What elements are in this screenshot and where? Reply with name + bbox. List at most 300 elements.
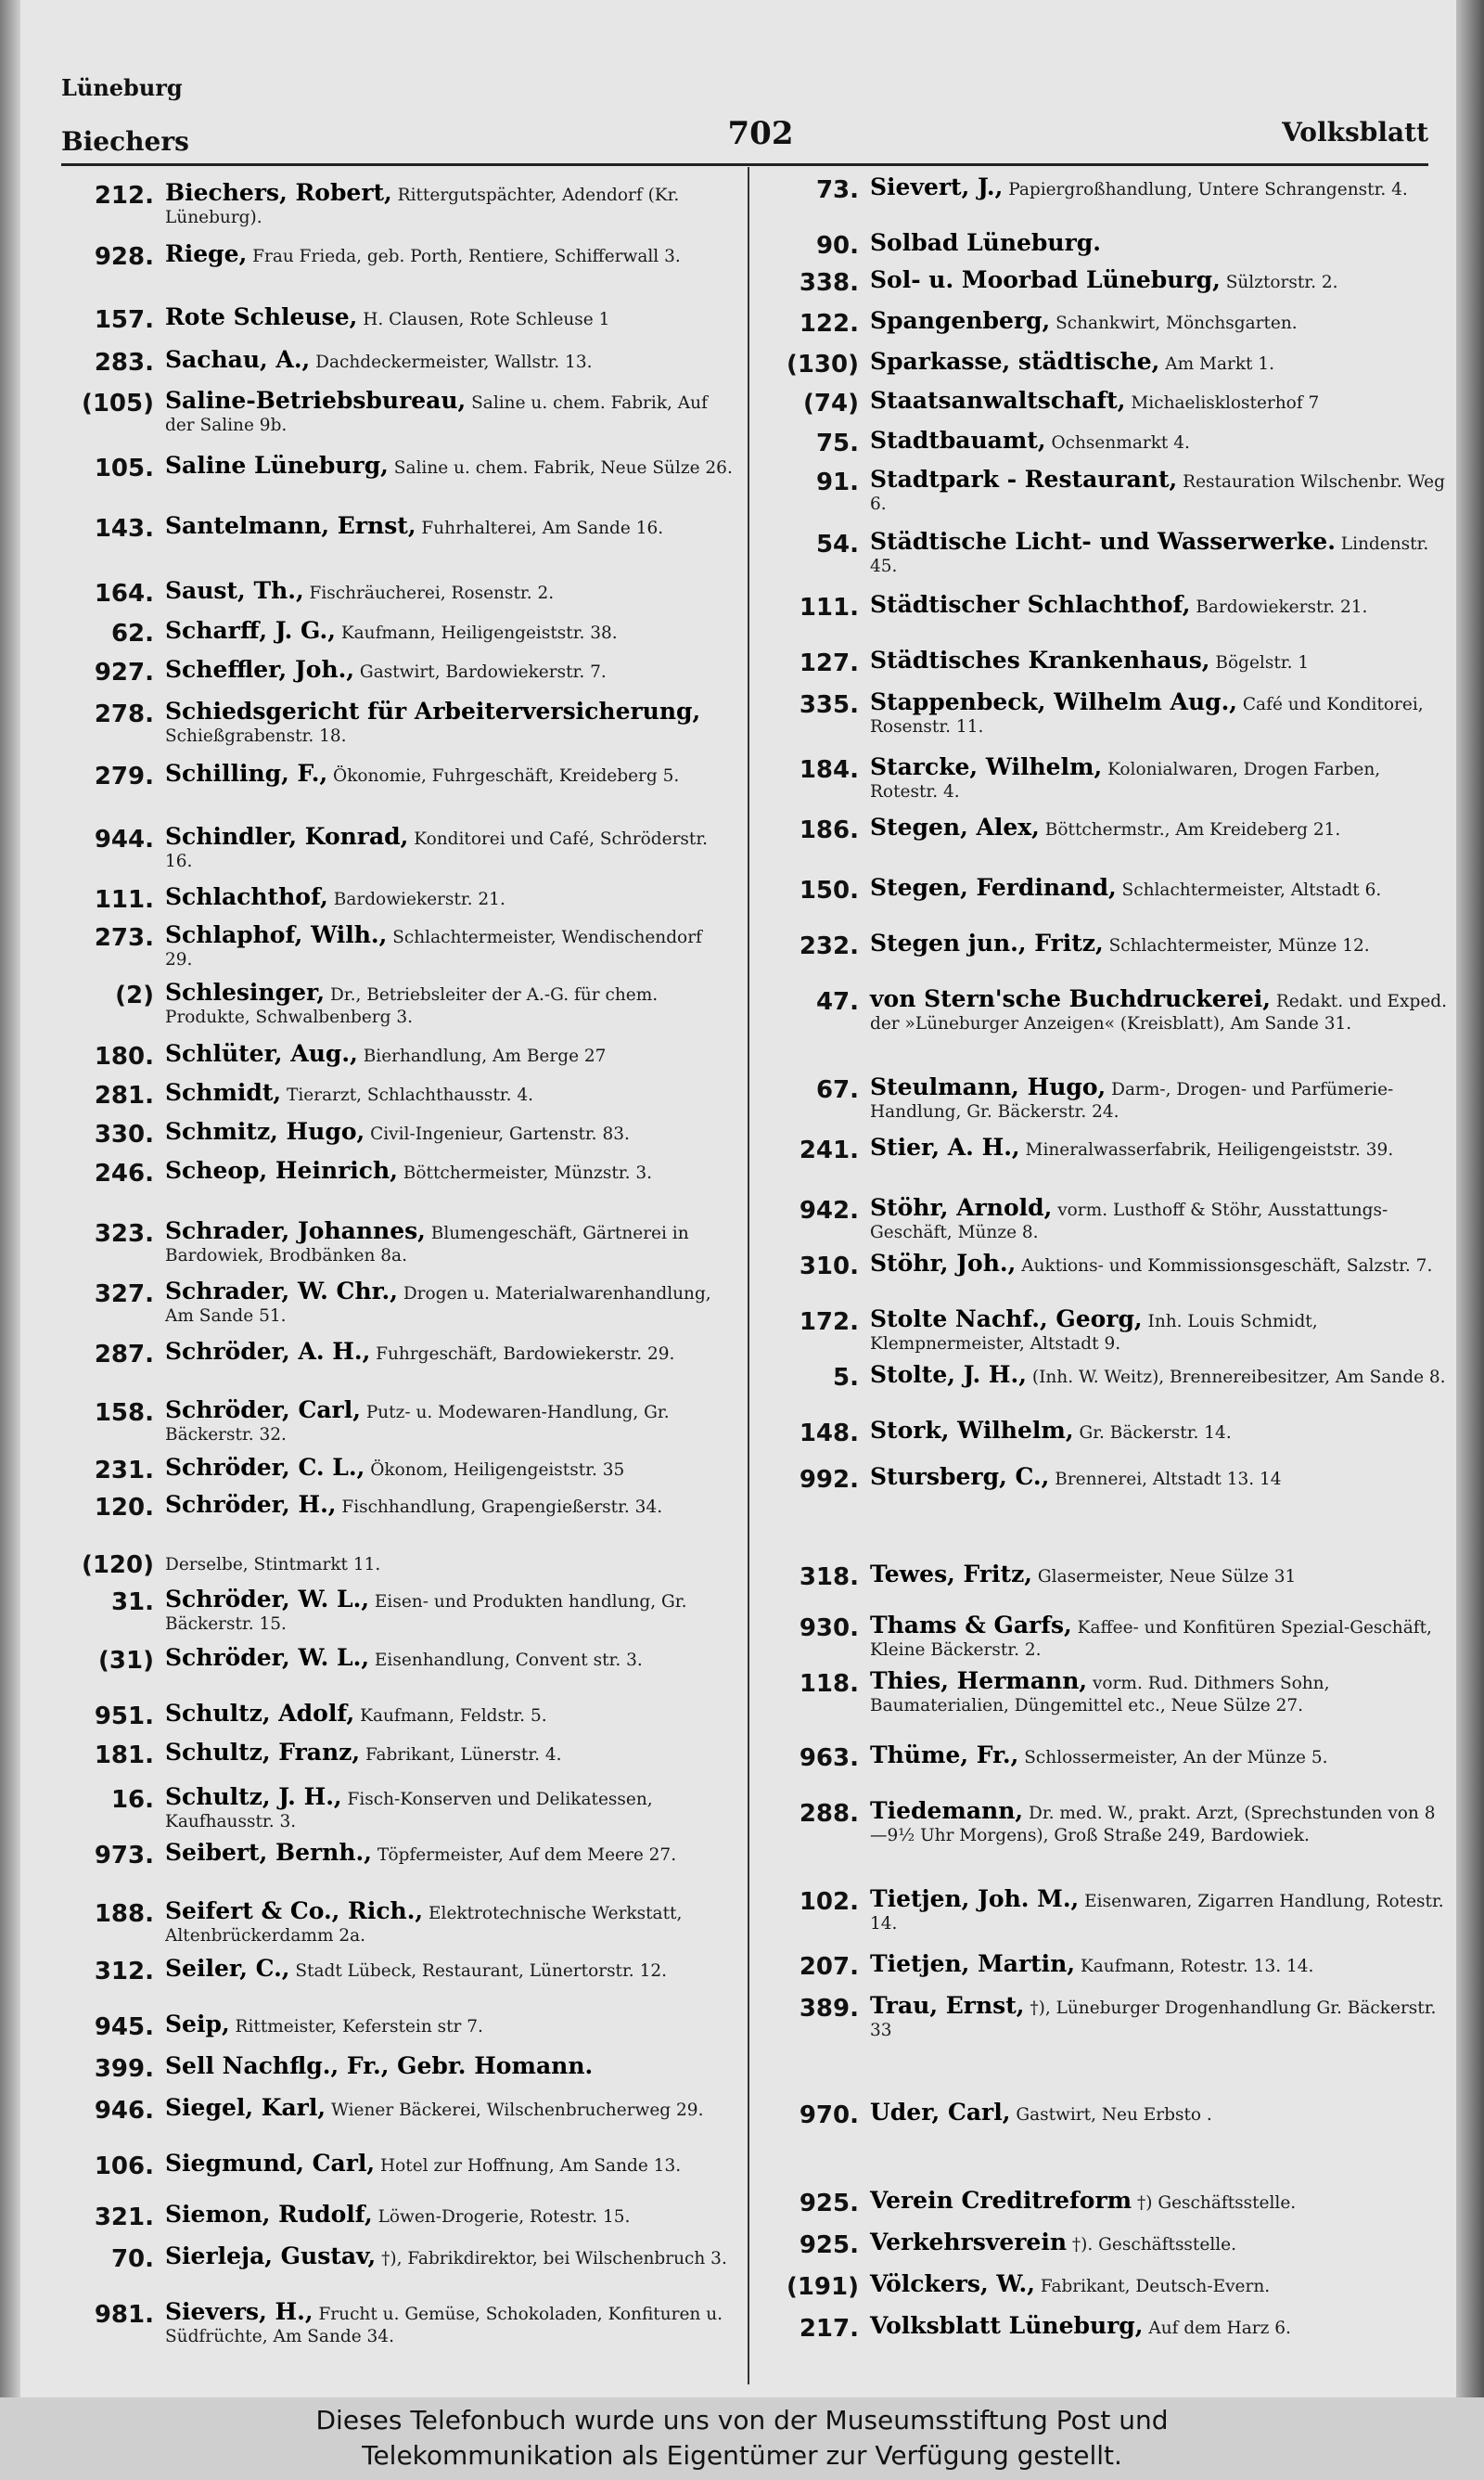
header-right-catchword: Volksblatt: [1282, 117, 1428, 148]
entry-text: [870, 1614, 1447, 1662]
subscriber-name: Stier, A. H.,: [870, 1134, 1020, 1161]
entry-text: [870, 2101, 1447, 2127]
subscriber-name: Volksblatt Lüneburg,: [870, 2312, 1144, 2339]
subscriber-name: Solbad Lüneburg.: [870, 229, 1101, 256]
entry-text: [870, 1563, 1447, 1588]
subscriber-name: Stork, Wilhelm,: [870, 1417, 1074, 1444]
entry-text: [870, 1667, 1447, 1717]
subscriber-name: Stadtbauamt,: [870, 427, 1046, 454]
subscriber-details: Frau Frieda, geb. Porth, Rentiere, Schifferwall 3.: [252, 247, 681, 266]
subscriber-name: Sievert, J.,: [870, 173, 1004, 200]
subscriber-name: Schlachthof,: [165, 883, 328, 910]
subscriber-details: Fabrikant, Lünerstr. 4.: [365, 1745, 562, 1765]
column-divider: [748, 167, 749, 2384]
phone-number: 5.: [833, 1364, 859, 1392]
subscriber-details: Dr. med. W., prakt. Arzt, (Sprechstunden von 8—9½ Uhr Morgens), Groß Straße 249, Bardowiek.: [870, 1804, 1436, 1845]
entry-text: [165, 823, 733, 873]
subscriber-name: Stadtpark - Restaurant,: [870, 466, 1178, 493]
subscriber-details: Schlossermeister, An der Münze 5.: [1024, 1748, 1328, 1767]
subscriber-details: Schankwirt, Mönchsgarten.: [1055, 314, 1298, 333]
entry-text: [870, 1134, 1447, 1162]
entry-text: [165, 617, 733, 645]
entry-text: [165, 1783, 733, 1833]
phone-number: 150.: [799, 877, 859, 905]
entry-text: [165, 1839, 733, 1867]
subscriber-details: Schlachtermeister, Münze 12.: [1108, 936, 1370, 956]
entry-text: [870, 1950, 1447, 1978]
subscriber-name: Städtische Licht- und Wasserwerke.: [870, 528, 1336, 555]
subscriber-name: Tietjen, Martin,: [870, 1950, 1076, 1977]
subscriber-details: Darm-, Drogen- und Parfümerie-Handlung, Gr. Bäckerstr. 24.: [870, 1080, 1394, 1122]
phone-number: 102.: [799, 1888, 859, 1916]
subscriber-details: Auktions- und Kommissionsgeschäft, Salzstr. 7.: [1021, 1256, 1433, 1276]
subscriber-details: Böttchermeister, Münzstr. 3.: [403, 1163, 652, 1183]
entry-text: [870, 1417, 1447, 1445]
entry-text: [870, 1741, 1447, 1769]
phone-number: 973.: [94, 1842, 154, 1870]
phone-number: 118.: [799, 1670, 859, 1698]
phone-number: 47.: [815, 988, 859, 1016]
subscriber-name: Schrader, Johannes,: [165, 1217, 426, 1244]
phone-number: 122.: [799, 310, 859, 338]
phone-number: 16.: [110, 1786, 154, 1814]
subscriber-name: Schultz, J. H.,: [165, 1783, 342, 1810]
entry-text: [870, 1305, 1447, 1356]
subscriber-name: Sierleja, Gustav,: [165, 2242, 377, 2269]
subscriber-name: Schröder, W. L.,: [165, 1586, 370, 1613]
subscriber-name: Santelmann, Ernst,: [165, 512, 416, 539]
entry-text: [165, 2201, 733, 2229]
phone-number: 105.: [94, 455, 154, 482]
phone-number: 279.: [94, 763, 154, 790]
entry-text: [165, 2298, 733, 2348]
phone-number: 321.: [94, 2204, 154, 2231]
entry-text: [870, 1797, 1447, 1847]
phone-number: 67.: [815, 1076, 859, 1104]
entry-text: [870, 649, 1447, 675]
header-city: Lüneburg: [61, 74, 183, 101]
footer-line-1: Dieses Telefonbuch wurde uns von der Museumsstiftung Post und: [315, 2405, 1169, 2435]
entry-text: [165, 760, 733, 788]
entry-text: [870, 1250, 1447, 1278]
subscriber-details: Blumengeschäft, Gärtnerei in Bardowiek, Brodbänken 8a.: [165, 1224, 689, 1266]
subscriber-details: Kaufmann, Feldstr. 5.: [360, 1706, 547, 1726]
entry-text: [165, 1897, 733, 1947]
subscriber-name: Stappenbeck, Wilhelm Aug.,: [870, 688, 1238, 715]
entry-text: [870, 229, 1447, 257]
phone-number: 164.: [94, 580, 154, 608]
subscriber-details: Ökonom, Heiligengeiststr. 35: [370, 1460, 625, 1480]
phone-number: 231.: [94, 1457, 154, 1484]
subscriber-name: Schilling, F.,: [165, 760, 328, 787]
subscriber-name: Sell Nachflg., Fr., Gebr. Homann.: [165, 2052, 594, 2079]
entry-text: [870, 466, 1447, 516]
phone-number: 338.: [799, 269, 859, 297]
subscriber-name: Schlaphof, Wilh.,: [165, 921, 388, 948]
subscriber-details: Dr., Betriebsleiter der A.-G. für chem. Produkte, Schwalbenberg 3.: [165, 985, 659, 1027]
phone-number: 172.: [799, 1308, 859, 1336]
subscriber-details: Schlachtermeister, Altstadt 6.: [1121, 880, 1382, 900]
page-edge-left: [0, 0, 20, 2397]
phone-number: 90.: [815, 232, 859, 260]
subscriber-details: Saline u. chem. Fabrik, Neue Sülze 26.: [393, 458, 733, 478]
subscriber-name: Schmidt,: [165, 1079, 282, 1106]
subscriber-name: Schlesinger,: [165, 979, 326, 1006]
phone-number: 188.: [94, 1900, 154, 1928]
copyright-footer: [0, 2397, 1484, 2480]
subscriber-name: Biechers, Robert,: [165, 179, 392, 206]
subscriber-name: Stegen jun., Fritz,: [870, 930, 1104, 957]
phone-number: 981.: [94, 2301, 154, 2329]
phone-number: 62.: [110, 620, 154, 648]
subscriber-details: Lindenstr. 45.: [870, 534, 1429, 576]
entry-text: [165, 387, 733, 437]
phone-number: 288.: [799, 1800, 859, 1828]
phone-number: 106.: [94, 2152, 154, 2180]
subscriber-details: Saline u. chem. Fabrik, Auf der Saline 9b.: [165, 393, 708, 435]
entry-text: [870, 1463, 1447, 1491]
header-rule: [61, 163, 1428, 166]
subscriber-details: Eisenwaren, Zigarren Handlung, Rotestr. 14.: [870, 1892, 1444, 1934]
subscriber-details: Ökonomie, Fuhrgeschäft, Kreideberg 5.: [333, 766, 680, 786]
entry-text: [165, 656, 733, 684]
subscriber-details: Dachdeckermeister, Wallstr. 13.: [315, 353, 593, 372]
entry-text: [165, 1280, 733, 1328]
entry-text: [165, 1955, 733, 1983]
subscriber-details: Gastwirt, Neu Erbsto .: [1016, 2105, 1212, 2125]
phone-number: 283.: [94, 349, 154, 377]
entry-text: [165, 2052, 733, 2080]
phone-number: 273.: [94, 924, 154, 952]
phone-number: 54.: [815, 531, 859, 559]
subscriber-name: Riege,: [165, 240, 248, 267]
subscriber-name: Siemon, Rudolf,: [165, 2201, 373, 2228]
subscriber-name: Städtischer Schlachthof,: [870, 591, 1191, 618]
subscriber-name: Schlüter, Aug.,: [165, 1040, 358, 1067]
phone-number: 389.: [799, 1995, 859, 2023]
entry-text: [870, 1992, 1447, 2042]
subscriber-details: H. Clausen, Rote Schleuse 1: [363, 310, 610, 329]
entry-text: [870, 307, 1447, 335]
page-number: 702: [727, 115, 794, 152]
phone-number: 181.: [94, 1741, 154, 1769]
subscriber-name: Thüme, Fr.,: [870, 1741, 1019, 1768]
subscriber-name: Saust, Th.,: [165, 577, 304, 604]
subscriber-details: Mineralwasserfabrik, Heiligengeiststr. 39.: [1025, 1140, 1394, 1160]
subscriber-details: Brennerei, Altstadt 13. 14: [1055, 1470, 1282, 1489]
entry-text: [165, 1588, 733, 1636]
entry-text: [165, 700, 733, 748]
subscriber-details: Rittmeister, Keferstein str 7.: [235, 2017, 483, 2037]
subscriber-details: vorm. Rud. Dithmers Sohn, Baumaterialien, Düngemittel etc., Neue Sülze 27.: [870, 1674, 1330, 1715]
subscriber-details: Putz- u. Modewaren-Handlung, Gr. Bäckerstr. 32.: [165, 1403, 670, 1445]
phone-number: 946.: [94, 2097, 154, 2125]
subscriber-details: Gastwirt, Bardowiekerstr. 7.: [359, 662, 607, 682]
phone-number: (105): [81, 390, 154, 418]
subscriber-name: Stöhr, Arnold,: [870, 1194, 1053, 1221]
subscriber-details: Bierhandlung, Am Berge 27: [363, 1047, 607, 1066]
subscriber-details: Restauration Wilschenbr. Weg 6.: [870, 472, 1445, 514]
subscriber-details: Eisenhandlung, Convent str. 3.: [374, 1651, 643, 1670]
entry-text: [165, 1217, 733, 1267]
phone-number: (120): [81, 1551, 154, 1579]
subscriber-details: Café und Konditorei, Rosenstr. 11.: [870, 695, 1424, 737]
phone-number: 992.: [799, 1466, 859, 1494]
subscriber-name: Stöhr, Joh.,: [870, 1250, 1017, 1277]
entry-text: [165, 2013, 733, 2038]
entry-text: [165, 979, 733, 1029]
subscriber-details: Gr. Bäckerstr. 14.: [1079, 1423, 1232, 1443]
entry-text: [870, 173, 1447, 201]
entry-text: [165, 1338, 733, 1366]
phone-number: 241.: [799, 1137, 859, 1164]
subscriber-details: Bögelstr. 1: [1215, 653, 1310, 673]
phone-number: 945.: [94, 2013, 154, 2041]
subscriber-name: Schindler, Konrad,: [165, 823, 409, 850]
phone-number: (74): [803, 390, 859, 418]
phone-number: 111.: [94, 886, 154, 914]
subscriber-details: Tierarzt, Schlachthausstr. 4.: [287, 1086, 534, 1105]
subscriber-name: Scheop, Heinrich,: [165, 1157, 398, 1184]
subscriber-details: Ochsenmarkt 4.: [1051, 433, 1190, 453]
subscriber-name: Sol- u. Moorbad Lüneburg,: [870, 266, 1221, 293]
subscriber-name: Trau, Ernst,: [870, 1992, 1025, 2019]
phone-number: 944.: [94, 826, 154, 854]
subscriber-details: †). Geschäftsstelle.: [1071, 2235, 1236, 2255]
entry-text: [165, 1040, 733, 1068]
subscriber-name: Siegel, Karl,: [165, 2094, 326, 2121]
entry-text: [165, 1551, 733, 1576]
phone-number: 318.: [799, 1563, 859, 1591]
entry-text: [870, 2187, 1447, 2215]
phone-number: 127.: [799, 649, 859, 677]
phone-number: 951.: [94, 1703, 154, 1730]
subscriber-name: Städtisches Krankenhaus,: [870, 647, 1210, 674]
entry-text: [870, 932, 1447, 957]
entry-text: [165, 1700, 733, 1728]
subscriber-details: Schlachtermeister, Wendischendorf 29.: [165, 928, 702, 970]
phone-number: 157.: [94, 306, 154, 334]
phone-number: 287.: [94, 1341, 154, 1368]
subscriber-name: Thies, Hermann,: [870, 1667, 1088, 1694]
phone-number: 70.: [110, 2245, 154, 2273]
phone-number: 970.: [799, 2101, 859, 2129]
entry-text: [870, 2270, 1447, 2298]
subscriber-name: Sievers, H.,: [165, 2298, 313, 2325]
phone-number: 186.: [799, 816, 859, 844]
phone-number: 217.: [799, 2315, 859, 2343]
phone-number: 930.: [799, 1614, 859, 1642]
subscriber-details: †) Geschäftsstelle.: [1136, 2193, 1297, 2213]
subscriber-name: Saline-Betriebsbureau,: [165, 387, 467, 414]
entry-text: [870, 348, 1447, 376]
subscriber-details: Töpfermeister, Auf dem Meere 27.: [377, 1845, 677, 1865]
subscriber-details: Fischhandlung, Grapengießerstr. 34.: [341, 1497, 663, 1517]
subscriber-name: Seibert, Bernh.,: [165, 1839, 372, 1866]
entry-text: [870, 2231, 1447, 2256]
subscriber-name: Tiedemann,: [870, 1797, 1024, 1824]
subscriber-details: Michaelisklosterhof 7: [1131, 393, 1320, 413]
subscriber-details: Kaffee- und Konfitüren Spezial-Geschäft, Kleine Bäckerstr. 2.: [870, 1618, 1432, 1660]
subscriber-details: †), Fabrikdirektor, bei Wilschenbruch 3.: [381, 2249, 727, 2268]
subscriber-name: Scheffler, Joh.,: [165, 656, 355, 683]
entry-text: [870, 2312, 1447, 2340]
subscriber-details: vorm. Lusthoff & Stöhr, Ausstattungs-Geschäft, Münze 8.: [870, 1201, 1388, 1242]
subscriber-details: Civil-Ingenieur, Gartenstr. 83.: [370, 1124, 630, 1144]
subscriber-details: Fuhrhalterei, Am Sande 16.: [421, 519, 664, 538]
subscriber-name: Spangenberg,: [870, 307, 1051, 334]
phone-number: 143.: [94, 515, 154, 543]
entry-text: [870, 266, 1447, 294]
page-edge-right: [1456, 0, 1484, 2397]
subscriber-details: Schießgrabenstr. 18.: [165, 726, 347, 746]
subscriber-name: Stolte, J. H.,: [870, 1361, 1027, 1388]
phone-number: 212.: [94, 182, 154, 210]
entry-text: [870, 753, 1447, 803]
subscriber-name: Schmitz, Hugo,: [165, 1118, 365, 1145]
phone-number: 925.: [799, 2190, 859, 2217]
entry-text: [870, 1073, 1447, 1124]
subscriber-name: Staatsanwaltschaft,: [870, 387, 1126, 414]
subscriber-name: Tewes, Fritz,: [870, 1561, 1032, 1587]
subscriber-details: Am Markt 1.: [1165, 354, 1274, 374]
subscriber-details: Konditorei und Café, Schröderstr. 16.: [165, 829, 709, 871]
subscriber-name: Seip,: [165, 2011, 230, 2037]
phone-number: 281.: [94, 1082, 154, 1110]
subscriber-details: †), Lüneburger Drogenhandlung Gr. Bäckerstr. 33: [870, 1998, 1437, 2040]
subscriber-name: Stegen, Ferdinand,: [870, 874, 1117, 901]
entry-text: [870, 1194, 1447, 1244]
subscriber-details: Bardowiekerstr. 21.: [333, 890, 505, 909]
subscriber-details: Papiergroßhandlung, Untere Schrangenstr. 4.: [1008, 180, 1408, 199]
phone-number: 91.: [815, 469, 859, 496]
entry-text: [165, 1118, 733, 1146]
subscriber-details: Fabrikant, Deutsch-Evern.: [1040, 2277, 1271, 2296]
header-left-catchword: Biechers: [61, 126, 189, 157]
subscriber-details: Stadt Lübeck, Restaurant, Lünertorstr. 12.: [295, 1961, 667, 1981]
subscriber-details: Elektrotechnische Werkstatt, Altenbrückerdamm 2a.: [165, 1904, 683, 1946]
phone-number: 31.: [110, 1588, 154, 1616]
subscriber-name: Stegen, Alex,: [870, 814, 1040, 841]
subscriber-details: Fischräucherei, Rosenstr. 2.: [309, 584, 555, 603]
subscriber-name: Steulmann, Hugo,: [870, 1073, 1107, 1100]
entry-text: [165, 1491, 733, 1519]
phone-number: 330.: [94, 1121, 154, 1149]
entry-text: [870, 1885, 1447, 1935]
phone-number: 207.: [799, 1953, 859, 1981]
subscriber-name: Starcke, Wilhelm,: [870, 753, 1103, 780]
subscriber-details: Derselbe, Stintmarkt 11.: [165, 1555, 381, 1574]
entry-text: [870, 874, 1447, 902]
entry-text: [165, 921, 733, 971]
phone-number: 310.: [799, 1253, 859, 1280]
subscriber-details: Auf dem Harz 6.: [1148, 2319, 1291, 2338]
subscriber-name: Scharff, J. G.,: [165, 617, 336, 644]
subscriber-details: Glasermeister, Neue Sülze 31: [1037, 1567, 1297, 1587]
subscriber-name: Siegmund, Carl,: [165, 2150, 376, 2177]
entry-text: [870, 985, 1447, 1035]
entry-text: [165, 577, 733, 605]
subscriber-name: Schröder, Carl,: [165, 1396, 361, 1423]
entry-text: [165, 179, 733, 229]
phone-number: 278.: [94, 700, 154, 728]
entry-text: [165, 512, 733, 540]
phone-number: 73.: [815, 176, 859, 204]
subscriber-details: Eisen- und Produkten handlung, Gr. Bäckerstr. 15.: [165, 1592, 687, 1634]
subscriber-name: Saline Lüneburg,: [165, 452, 389, 479]
entry-text: [165, 1454, 733, 1482]
subscriber-name: Schultz, Adolf,: [165, 1700, 355, 1727]
subscriber-details: Bardowiekerstr. 21.: [1196, 598, 1368, 617]
phone-number: 399.: [94, 2055, 154, 2083]
subscriber-details: Hotel zur Hoffnung, Am Sande 13.: [380, 2156, 682, 2176]
entry-text: [870, 1361, 1447, 1389]
phone-number: 111.: [799, 594, 859, 622]
entry-text: [165, 883, 733, 911]
phone-number: 928.: [94, 243, 154, 271]
subscriber-details: Rittergutspächter, Adendorf (Kr. Lüneburg).: [165, 186, 680, 227]
subscriber-details: Löwen-Drogerie, Rotestr. 15.: [377, 2207, 631, 2227]
subscriber-name: Verkehrsverein: [870, 2229, 1068, 2255]
subscriber-name: Schröder, W. L.,: [165, 1644, 370, 1671]
entry-text: [870, 387, 1447, 415]
entry-text: [870, 528, 1447, 578]
entry-text: [870, 688, 1447, 739]
subscriber-details: Inh. Louis Schmidt, Klempnermeister, Altstadt 9.: [870, 1312, 1318, 1354]
subscriber-name: Seiler, C.,: [165, 1955, 290, 1982]
subscriber-details: Redakt. und Exped. der »Lüneburger Anzeigen« (Kreisblatt), Am Sande 31.: [870, 992, 1447, 1034]
subscriber-details: (Inh. W. Weitz), Brennereibesitzer, Am Sande 8.: [1031, 1368, 1446, 1387]
phone-number: (191): [786, 2273, 859, 2301]
entry-text: [165, 1079, 733, 1107]
phone-number: 120.: [94, 1494, 154, 1522]
subscriber-name: Thams & Garfs,: [870, 1612, 1072, 1638]
subscriber-details: Kaufmann, Heiligengeiststr. 38.: [340, 623, 618, 643]
subscriber-name: Verein Creditreform: [870, 2187, 1132, 2214]
subscriber-name: Schröder, H.,: [165, 1491, 337, 1518]
subscriber-name: Seifert & Co., Rich.,: [165, 1897, 424, 1924]
subscriber-details: Wiener Bäckerei, Wilschenbrucherweg 29.: [330, 2101, 704, 2120]
phone-number: 246.: [94, 1160, 154, 1188]
phone-number: 75.: [815, 430, 859, 457]
entry-text: [165, 452, 733, 480]
phone-number: 312.: [94, 1958, 154, 1985]
phone-number: 158.: [94, 1399, 154, 1427]
subscriber-details: Fuhrgeschäft, Bardowiekerstr. 29.: [376, 1344, 675, 1364]
subscriber-name: Schrader, W. Chr.,: [165, 1278, 398, 1304]
entry-text: [870, 816, 1447, 842]
phone-number: (130): [786, 351, 859, 379]
entry-text: [165, 1741, 733, 1767]
phone-number: 963.: [799, 1744, 859, 1772]
subscriber-details: Kaufmann, Rotestr. 13. 14.: [1080, 1957, 1314, 1976]
entry-text: [165, 2152, 733, 2178]
subscriber-name: Schiedsgericht für Arbeiterversicherung,: [165, 698, 701, 725]
footer-line-2: Telekommunikation als Eigentümer zur Verfügung gestellt.: [362, 2440, 1122, 2471]
subscriber-name: Uder, Carl,: [870, 2099, 1011, 2126]
subscriber-name: Schröder, A. H.,: [165, 1338, 371, 1365]
phone-number: (31): [98, 1647, 154, 1675]
phone-number: 925.: [799, 2231, 859, 2259]
subscriber-details: Böttchermstr., Am Kreideberg 21.: [1044, 820, 1341, 840]
subscriber-details: Kolonialwaren, Drogen Farben, Rotestr. 4.: [870, 760, 1381, 802]
subscriber-details: Sülztorstr. 2.: [1225, 273, 1338, 292]
subscriber-name: Schultz, Franz,: [165, 1739, 361, 1766]
phone-number: 927.: [94, 659, 154, 687]
entry-text: [165, 2094, 733, 2122]
subscriber-name: Schröder, C. L.,: [165, 1454, 365, 1481]
phone-number: (2): [115, 982, 154, 1009]
